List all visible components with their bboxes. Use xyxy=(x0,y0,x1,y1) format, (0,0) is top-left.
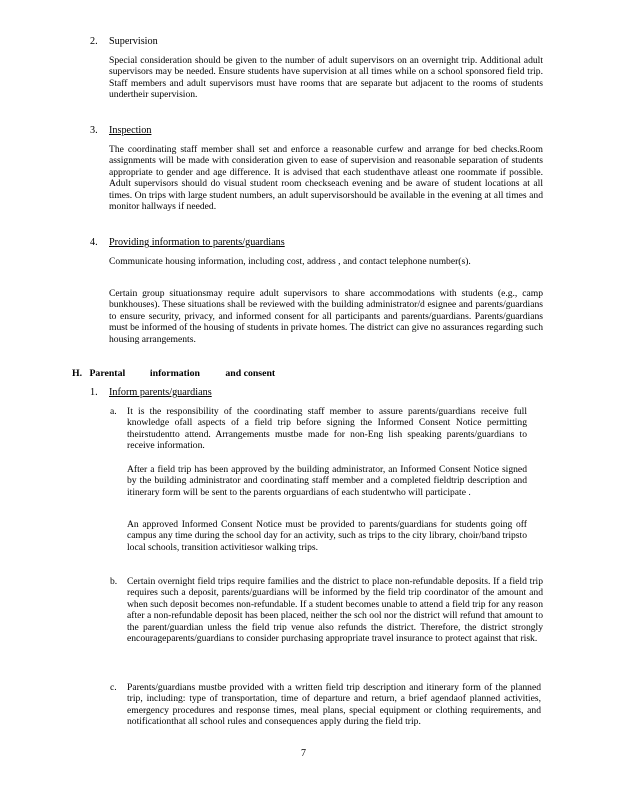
inspection-paragraph: The coordinating staff member shall set and enforce a reasonable curfew and arrange for bed checks.Room assignments will be made with consideration given to ease of supervision and reasonable separation of students appropriate to gender and age difference. It is advised that each studenthave atleast one roommate if possible. Adult supervisors should do visual student room checkseach evening and be aware of student locations at all times. On trips with large student numbers, an adult supervisorshould be available in the evening at all times and monitor hallways if needed. xyxy=(109,144,543,213)
item-number: 2. xyxy=(90,36,98,47)
list-letter: b. xyxy=(110,576,118,587)
group-situations-paragraph: Certain group situationsmay require adult supervisors to share accommodations with students (e.g., camp bunkhouses). These situations shall be reviewed with the building administrator/d esignee and parents/guardians to ensure security, privacy, and informed consent for all participants and parents/guardians. Parents/guardians must be informed of the housing of students in private homes. The district can give no assurances regarding such housing arrangements. xyxy=(109,288,543,345)
deposit-paragraph: Certain overnight field trips require families and the district to place non-refundable deposits. If a field trip requires such a deposit, parents/guardians will be informed by the field trip coordinator of the amount and when such deposit becomes non-refundable. If a student becomes unable to attend a field trip for any reason after a non-refundable deposit has been placed, neither the sch ool nor the district will refund that amount to the parent/guardian unless the field trip venue also refunds the district. Therefore, the district strongly encourageparents/guardians to consider purchasing appropriate travel insurance to protect against that risk. xyxy=(127,576,543,645)
item-number: 4. xyxy=(90,237,98,248)
section-letter: H. xyxy=(72,368,83,379)
responsibility-paragraph: It is the responsibility of the coordinating staff member to assure parents/guardians receive full knowledge ofall aspects of a field trip before signing the Informed Consent Notice permitting theirstudentto attend. Arrangements mustbe made for non-Eng lish speaking parents/guardians to receive information. xyxy=(127,406,527,452)
item-heading: Supervision xyxy=(109,36,158,47)
off-campus-paragraph: An approved Informed Consent Notice must be provided to parents/guardians for students going off campus any time during the school day for an activity, such as trips to the city library, choir/band tripsto local schools, transition activitiesor walking trips. xyxy=(127,519,527,553)
item-number: 3. xyxy=(90,125,98,136)
section-word: Parental xyxy=(89,368,126,379)
housing-info-paragraph: Communicate housing information, including cost, address , and contact telephone number(s). xyxy=(109,256,471,267)
page-number: 7 xyxy=(301,748,306,759)
item-heading: Providing information to parents/guardians xyxy=(109,237,285,248)
section-heading xyxy=(72,368,275,379)
approval-paragraph: After a field trip has been approved by the building administrator, an Informed Consent Notice signed by the building administrator and coordinating staff member and a completed fieldtrip description and itinerary form will be sent to the parents orguardians of each studentwho will participate . xyxy=(127,464,527,498)
item-heading: Inform parents/guardians xyxy=(109,387,212,398)
item-number: 1. xyxy=(90,387,98,398)
section-word: and consent xyxy=(225,368,276,379)
section-word: information xyxy=(149,368,200,379)
supervision-paragraph: Special consideration should be given to the number of adult supervisors on an overnight trip. Additional adult supervisors may be needed. Ensure students have supervision at all times while on a school sponsored field trip. Staff members and adult supervisors must have rooms that are separate but adjacent to the rooms of students undertheir supervision. xyxy=(109,55,543,101)
itinerary-paragraph: Parents/guardians mustbe provided with a written field trip description and itinerary form of the planned trip, including: type of transportation, time of departure and return, a brief agendaof planned activities, emergency procedures and response times, meal plans, special equipment or clothing requirements, and notificationthat all school rules and consequences apply during the field trip. xyxy=(127,682,541,728)
list-letter: a. xyxy=(110,406,117,417)
item-heading: Inspection xyxy=(109,125,152,136)
list-letter: c. xyxy=(110,682,117,693)
